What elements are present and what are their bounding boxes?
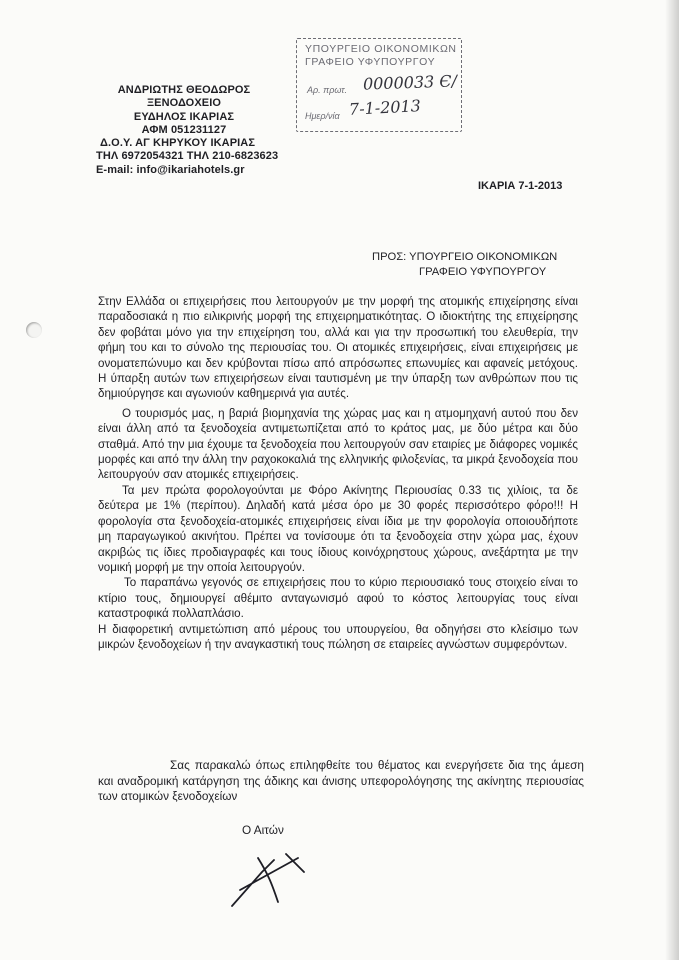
- paragraph-2: Ο τουρισμός μας, η βαριά βιομηχανία της χώρας μας και η ατμομηχανή αυτού που δεν είναι άλλη από τα ξενοδοχεία αντιμετωπίζεται από το κράτος μας, με δύο μέτρα και δύο σταθμά. Από την μια έχουμε τα ξενοδοχεία που λειτουργούν σαν εταιρίες με διάφορες νομικές μορφές και από την άλλη την ραχοκοκαλιά της ελληνικής φιλοξενίας, τα μικρά ξενοδοχεία που λειτουργούν σαν ατομικές επιχειρήσεις.: [98, 406, 578, 482]
- sender-phones: ΤΗΛ 6972054321 ΤΗΛ 210-6823623: [96, 150, 279, 163]
- recipient-block: [372, 250, 557, 280]
- stamp-protocol-label: Αρ. πρωτ.: [307, 85, 348, 95]
- recipient-line2: ΓΡΑΦΕΙΟ ΥΦΥΠΟΥΡΓΟΥ: [419, 266, 547, 278]
- letter-date: ΙΚΑΡΙΑ 7-1-2013: [478, 180, 563, 192]
- sender-afm: ΑΦΜ 051231127: [141, 123, 227, 136]
- stamp-date-label: Ημερ/νία: [305, 111, 340, 121]
- stamp-line1: ΥΠΟΥΡΓΕΙΟ ΟΙΚΟΝΟΜΙΚΩΝ: [305, 43, 457, 55]
- recipient-line1: ΠΡΟΣ: ΥΠΟΥΡΓΕΙΟ ΟΙΚΟΝΟΜΙΚΩΝ: [372, 251, 558, 263]
- sender-business: ΞΕΝΟΔΟΧΕΙΟ: [146, 97, 222, 110]
- paragraph-5: Η διαφορετική αντιμετώπιση από μέρους του υπουργείου, θα οδηγήσει στο κλείσιμο των μικρών ξενοδοχείων ή την αναγκαστική τους πώληση σε εταιρείες αγνώστων συμφερόντων.: [98, 622, 578, 651]
- paragraph-3: Τα μεν πρώτα φορολογούνται με Φόρο Ακίνητης Περιουσίας 0.33 τις χιλίοις, τα δε δεύτερα με 1% (περίπου). Δηλαδή κατά μέσα όρο με 30 φορές περισσότερο φόρο!!! Η φορολογία στα ξενοδοχεία-ατομικές επιχειρήσεις είναι ίδια με την φορολογία οποιουδήποτε μη παραγωγικού ακινήτου. Πρέπει να τονίσουμε ότι τα ξενοδοχεία στην χώρα μας, έχουν ακριβώς τις ίδιες προδιαγραφές και τους ίδιους κοινόχρηστους χώρους, ανεξάρτητα με την νομική μορφή με την οποία λειτουργούν.: [98, 483, 578, 574]
- letter-body: [98, 294, 578, 652]
- sender-block: [96, 84, 296, 177]
- handwritten-signature: [228, 850, 308, 910]
- sender-location: ΕΥΔΗΛΟΣ ΙΚΑΡΙΑΣ: [133, 110, 235, 123]
- punch-hole: [26, 322, 42, 338]
- paragraph-4: Το παραπάνω γεγονός σε επιχειρήσεις που το κύριο περιουσιακό τους στοιχείο είναι το κτίριο τους, δημιουργεί αθέμιτο ανταγωνισμό αφού το κόστος λειτουργίας τους είναι καταστροφικά πολλαπλάσιο.: [98, 576, 578, 621]
- signature-label: Ο Αιτών: [242, 823, 284, 837]
- page-edge-shadow: [665, 0, 679, 960]
- sender-name: ΑΝΔΡΙΩΤΗΣ ΘΕΟΔΩΡΟΣ: [117, 84, 251, 96]
- ministry-stamp: [296, 38, 462, 132]
- closing-paragraph: [98, 758, 584, 805]
- sender-email: E-mail: info@ikariahotels.gr: [96, 163, 245, 176]
- sender-doy: Δ.Ο.Υ. ΑΓ ΚΗΡΥΚΟΥ ΙΚΑΡΙΑΣ: [100, 137, 256, 150]
- stamp-protocol-value: 0000033 Є/: [362, 71, 458, 94]
- paragraph-1: Στην Ελλάδα οι επιχειρήσεις που λειτουργούν με την μορφή της ατομικής επιχείρησης είναι παραδοσιακά η πιο ειλικρινής μορφή της επιχειρηματικότητας. Ο ιδιοκτήτης της επιχείρησης δεν φοβάται μόνο για την επιχείρηση του, αλλά και για την προσωπική του ελευθερία, την φήμη του και το σύνολο της περιουσίας του. Οι ατομικές επιχειρήσεις, είναι επιχειρήσεις με ονοματεπώνυμο και δεν κρύβονται πίσω από απρόσωπες επωνυμίες και αφανείς μετόχους. Η ύπαρξη αυτών των επιχειρήσεων είναι ταυτισμένη με την ύπαρξη των ανθρώπων που τις δημιούργησε και αγωνιούν καθημερινά για αυτές.: [98, 295, 578, 401]
- stamp-line2: ΓΡΑΦΕΙΟ ΥΦΥΠΟΥΡΓΟΥ: [305, 56, 436, 68]
- closing-text: Σας παρακαλώ όπως επιληφθείτε του θέματος και ενεργήσετε δια της άμεση και αναδρομική κατάργηση της άδικης και άνισης υπεφορολόγησης της ακίνητης περιουσίας των ατομικών ξενοδοχείων: [98, 758, 584, 803]
- stamp-date-value: 7-1-2013: [348, 96, 422, 119]
